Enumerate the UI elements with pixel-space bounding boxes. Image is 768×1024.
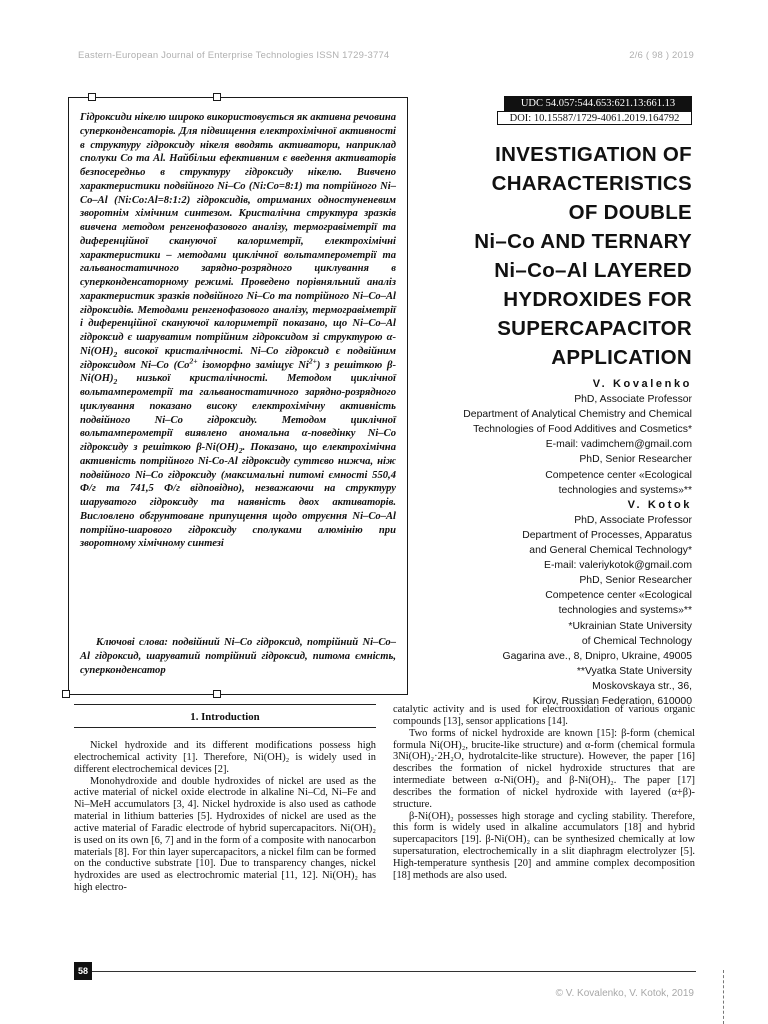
box-handle-top-left (88, 93, 96, 101)
abstract-text: Гідроксиди нікелю широко використовується як активна речовина суперконденсаторів. Для підвищення електрохімічної активності в структуру гідроксиду нікеля вводять активатори, наприклад сполуки Co та Al. Найбільш ефективним є введення активаторів безпосередньо в структуру гідроксиду нікелю. Вивчено характеристики подвійного Ni–Co (Ni:Co=8:1) та потрійного Ni–Co–Al (Ni:Co:Al=8:1:2) гідроксидів, отриманих одностуненевим зворотнім хімічним синтезом. Кристалічна структура зразків вивчена методом ренгенофазового аналізу, термогравіметрії та диференційної скануючої калориметрії, електрохімічні характеристики – методами циклічної вольтамперометрії та гальваностатичного зарядно-розрядного циклування в суперконденсаторному режимі. Проведено порівняльний аналіз характеристик зразків подвійного Ni–Co та потрійного Ni–Co–Al гідроксидів. Методами ренгенофазового аналізу, термогравіметрії і диференційної скануючої калориметрії показано, що Ni–Co–Al гідроксид є шаруватим потрійним гідроксидом зі структурою $\alpha-Ni(OH)_2$ високої кристалічності. Ni–Co гідроксид є подвійним гідроксидом Ni–Co ($Co^{2+}$ ізоморфно заміщує $Ni^{2+}$) з решіткою $\beta-Ni(OH)_2$ низької кристалічності. Методом циклічної вольтамперометрії та гальваностатичного зарядно-розрядного циклування показано високу електрохімічну активність подвійного Ni–Co гідроксиду. Методом циклічної вольтамперометрії виявлено аномальна α-поведінку Ni–Co гідроксиду з решіткою $\beta-Ni(OH)_2$. Показано, що електрохімічна активність потрійного Ni-Co-Al гідроксиду суттєво нижча, ніж подвійного Ni–Co гідроксиду (максимальні питомі ємності 550,4 Ф/г та 741,5 Ф/г відповідно), незважаючи на структуру шаруватого гідроксиду та наявність двох активаторів. Висловлено обгрунтоване припущення щодо отруєння Ni–Co–Al потрійно-шарового гідроксиду сполуками алюмінію при зворотному хімічному синтезі (80, 112, 397, 550)
author-line: technologies and systems»** (558, 605, 692, 617)
author-line: Competence center «Ecological (545, 590, 692, 602)
footer-rule (92, 971, 696, 972)
paragraph: Monohydroxide and double hydroxides of nickel are used as the active material of nickel oxide electrode in alkaline Ni–Cd, Ni–Fe and Ni–MeH accumulators [3, 4]. Nickel hydroxide is also used as cathode material in lithium batteries [5]. Hydroxides of nickel are used as the active material of Faradic electrode of hybrid supercapacitors. Ni(OH)₂ is used on its own [6, 7] and in the form of a composite with nanocarbon materials [8]. For thin layer supercapacitors, a nickel film can be formed on the conductive substrate [10]. Due to transparency changes, nickel hydroxides are used as electrochromic material [11, 12]. Ni(OH)₂ has high electro- (74, 775, 376, 894)
title-line: HYDROXIDES FOR (503, 288, 692, 311)
title-line: Ni–Co–Al LAYERED (494, 259, 692, 282)
section-rule-bottom (74, 727, 376, 728)
affiliation-line: **Vyatka State University (576, 665, 692, 677)
doi-label: DOI: 10.15587/1729-4061.2019.164792 (497, 111, 692, 125)
author-name: V. Kotok (627, 498, 692, 511)
affiliation-line: *Ukrainian State University (568, 620, 692, 632)
journal-header: Eastern-European Journal of Enterprise Technologies ISSN 1729-3774 (78, 50, 390, 61)
affiliation-line: Gagarina ave., 8, Dnipro, Ukraine, 49005 (502, 650, 692, 662)
keywords: Ключові слова: подвійний Ni–Co гідроксид, потрійний Ni–Co–Al гідроксид, шаруватий потрійний гідроксид, питома ємність, суперконденсатор (80, 637, 396, 676)
title-line: OF DOUBLE (568, 201, 692, 224)
author-email[interactable]: E-mail: valeriykotok@gmail.com (544, 560, 692, 572)
affiliation-line: of Chemical Technology (581, 635, 692, 647)
box-handle-bottom-right (213, 690, 221, 698)
section-rule-top (74, 704, 376, 705)
body-column-left (74, 740, 376, 894)
author-line: PhD, Associate Professor (574, 394, 692, 406)
affiliation-line: Kirov, Russian Federation, 610000 (532, 695, 692, 707)
paragraph: Two forms of nickel hydroxide are known [15]: β-form (chemical formula Ni(OH)₂, brucite-like structure) and α-form (chemical formula 3Ni(OH)₂·2H₂O, hydrotalcite-like structure). However, the paper [16] describes the formation of nickel hydroxide structures that are intermediate between α-Ni(OH)₂ and β-Ni(OH)₂. The paper [17] describes the formation of nickel hydroxide with layered (α+β)-structure. (393, 727, 695, 810)
paragraph: catalytic activity and is used for electrooxidation of various organic compounds [13], sensor applications [14]. (393, 704, 695, 727)
issue-header: 2/6 ( 98 ) 2019 (629, 50, 694, 61)
author-line: and General Chemical Technology* (529, 545, 692, 557)
author-line: Competence center «Ecological (545, 469, 692, 481)
section-heading: 1. Introduction (190, 711, 260, 723)
title-line: APPLICATION (551, 346, 692, 369)
author-line: PhD, Associate Professor (574, 514, 692, 526)
affiliation-line: Moskovskaya str., 36, (592, 680, 692, 692)
paragraph: Nickel hydroxide and its different modifications possess high electrochemical activity [1]. Therefore, Ni(OH)₂ is widely used in different electrochemical devices [2]. (74, 740, 376, 775)
body-column-right (393, 704, 695, 882)
margin-dashed-line (723, 970, 724, 1024)
author-line: Technologies of Food Additives and Cosmetics* (473, 424, 692, 436)
authors-block (362, 377, 692, 709)
box-handle-top-right (213, 93, 221, 101)
author-email[interactable]: E-mail: vadimchem@gmail.com (545, 439, 692, 451)
author-line: PhD, Senior Researcher (579, 575, 692, 587)
title-line: SUPERCAPACITOR (497, 317, 692, 340)
title-line: INVESTIGATION OF (495, 143, 692, 166)
author-line: PhD, Senior Researcher (579, 454, 692, 466)
title-line: Ni–Co AND TERNARY (474, 230, 692, 253)
title-line: CHARACTERISTICS (491, 172, 692, 195)
paper-title (392, 140, 692, 372)
paragraph: β-Ni(OH)₂ possesses high storage and cycling stability. Therefore, this form is widely used in alkaline accumulators [18] and hybrid supercapacitors [19]. β-Ni(OH)₂ can be synthesized chemically at low supersaturation, electrochemically in a slit diaphragm electrolyzer [5]. High-temperature synthesis [20] and ammine complex decomposition [18] methods are also used. (393, 810, 695, 881)
author-name: V. Kovalenko (592, 378, 692, 390)
author-line: Department of Processes, Apparatus (522, 529, 692, 541)
author-line: Department of Analytical Chemistry and Chemical (463, 409, 692, 421)
udc-label: UDC 54.057:544.653:621.13:661.13 (504, 96, 692, 111)
page-number: 58 (74, 962, 92, 980)
box-handle-bottom-left (62, 690, 70, 698)
copyright: © V. Kovalenko, V. Kotok, 2019 (555, 988, 694, 999)
author-line: technologies and systems»** (558, 484, 692, 496)
